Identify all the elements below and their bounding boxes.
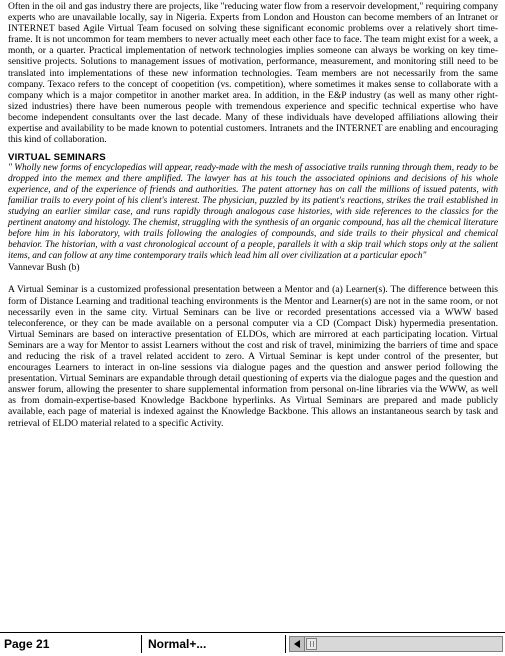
scroll-thumb[interactable] <box>306 638 317 650</box>
document-text-area[interactable] <box>8 1 498 429</box>
section-heading: VIRTUAL SEMINARS <box>8 152 106 164</box>
style-indicator[interactable]: Normal+... <box>145 635 286 653</box>
page-indicator: Page 21 <box>0 635 142 653</box>
status-bar <box>0 632 505 656</box>
triangle-left-icon <box>292 639 302 649</box>
paragraph-virtual-seminar: A Virtual Seminar is a customized professional presentation between a Mentor and (a) Learner(s). The difference between this form of Distance Learning and traditional teaching environments is the Mentor and Learner(s) are not in the same room, or not necessarily even in the same city. Virtual Seminars can be live or recorded presentations accessed via a WWW based teleconference, or they can be made available on a personal computer via a CD (Compact Disk) hypermedia presentation. Virtual Seminars are based on interactive presentation of ELDOs, which are mirrored at each participating location. Virtual Seminars are a way for Mentor to assist Learners without the cost and risk of travel, minimizing the barriers of time and space and reducing the risk of a travel related accident to zero. A Virtual Seminar is kept under control of the presenter, but encourages Learners to interact in on-line sessions via dialogue pages and the question and answer period following the presentation. Virtual Seminars are expandable through detail questioning of experts via the dialogue pages and the question and answer forum, allowing the presenter to share supplemental information from personal on-line libraries via the WWW, as well as from domain-expertise-based Knowledge Backbone hyperlinks. As Virtual Seminars are prepared and made publicly available, each page of material is indexed against the Knowledge Backbone. This allows an instantaneous search by task and retrieval of ELDO material related to a specific Activity. <box>8 284 498 429</box>
horizontal-scrollbar[interactable] <box>289 636 503 652</box>
quote-attribution: Vannevar Bush (b) <box>8 262 80 274</box>
scroll-left-button[interactable] <box>290 637 305 651</box>
paragraph-oil-gas: Often in the oil and gas industry there are projects, like "reducing water flow from a reservoir development," requiring company experts who are unavailable locally, say in Nigeria. Experts from London and Houston can become members of an Intranet or INTERNET based Agile Virtual Team focused on solving these significant economic problems over a relatively short time-frame. It is not uncommon for team members to never actually meet each other face to face. The team might exist for a week, a month, or a quarter. Practical implementation of network technologies implies someone can always be working on key time-sensitive projects. Solutions to management issues of motivation, performance, measurement, and monitoring still need to be translated into implementations of these new information technologies. Team members are not necessarily from the same company. Texaco refers to the concept of coopetition (vs. competition), where sometimes it makes sense to collaborate with a company which is a major competitor in another market area. In addition, in the E&P industry (as well as many other right-sized industries) there have been numerous people with tremendous experience and specific technical expertise who have become independent consultants over the last decade. Many of these individuals have developed affiliations allowing their expertise and availability to be made known to potential customers. Intranets and the INTERNET are enabling and encouraging this kind of collaboration. <box>8 1 499 146</box>
quotation: " Wholly new forms of encyclopedias will appear, ready-made with the mesh of associative trails running through them, ready to be dropped into the memex and there amplified. The lawyer has at his touch the associated opinions and decisions of his whole experience, and of the experience of friends and authorities. The patent attorney has on call the millions of issued patents, with familiar trails to every point of his client's interest. The physician, puzzled by its patient's reactions, strikes the trail established in studying an earlier similar case, and runs rapidly through analogous case histories, with side references to the classics for the pertinent anatomy and histology. The chemist, struggling with the synthesis of an organic compound, has all the chemical literature before him in his laboratory, with trails following the analogies of compounds, and side trails to their physical and chemical behavior. The historian, with a vast chronological account of a people, parallels it with a skip trail which stops only at the salient items, and can follow at any time contemporary trails which lead him all over civilization at a particular epoch" <box>8 163 498 262</box>
